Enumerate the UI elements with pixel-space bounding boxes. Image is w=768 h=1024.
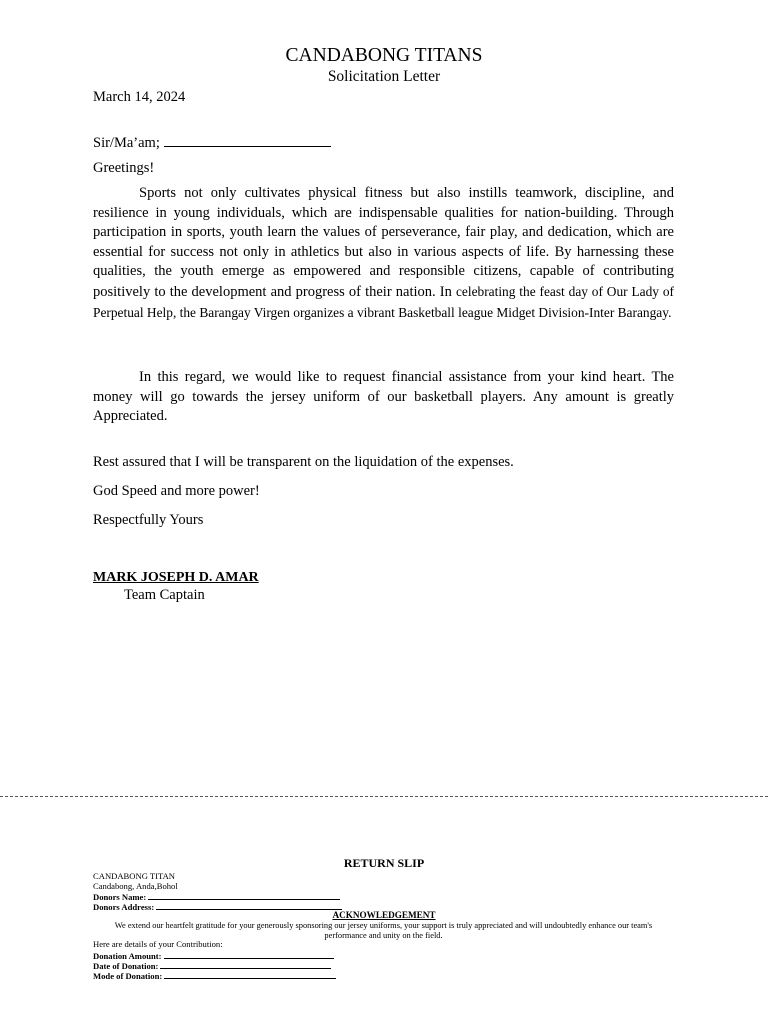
donor-name-blank	[148, 891, 340, 900]
body-paragraph-2	[93, 368, 674, 427]
body-paragraph-1	[93, 184, 674, 323]
donation-mode-label: Mode of Donation:	[93, 971, 163, 981]
closing-line-1: God Speed and more power!	[93, 483, 260, 499]
signatory-title: Team Captain	[124, 587, 205, 603]
return-slip-title: RETURN SLIP	[343, 856, 425, 870]
cut-line-divider	[0, 796, 768, 797]
letter-date: March 14, 2024	[93, 89, 186, 105]
organization-title: CANDABONG TITANS	[285, 45, 483, 66]
acknowledgement-text: We extend our heartfelt gratitude for your generously sponsoring our jersey uniforms, your support is truly appreciated and will undoubtedly enhance our team's performance and unity on the field.	[114, 921, 653, 940]
closing-line-2: Respectfully Yours	[93, 512, 204, 528]
donor-address-blank	[156, 901, 342, 910]
donation-mode-blank	[164, 970, 336, 979]
acknowledgement-title: ACKNOWLEDGEMENT	[332, 910, 436, 920]
slip-address: Candabong, Anda,Bohol	[93, 881, 178, 891]
donation-date-blank	[160, 960, 331, 969]
body-paragraph-3: Rest assured that I will be transparent on the liquidation of the expenses.	[93, 454, 514, 470]
signatory-name: MARK JOSEPH D. AMAR	[93, 570, 259, 585]
contribution-details-label: Here are details of your Contribution:	[93, 939, 223, 949]
greeting: Greetings!	[93, 160, 155, 176]
slip-organization: CANDABONG TITAN	[93, 871, 175, 881]
salutation	[93, 133, 331, 152]
donation-amount-label: Donation Amount:	[93, 951, 162, 961]
donation-date-label: Date of Donation:	[93, 961, 159, 971]
donation-mode-field	[93, 970, 336, 981]
paragraph-1-tail: celebrating the feast day of Our Lady of Perpetual Help, the Barangay Virgen organizes a vibrant Basketball league Midget Division-Inter Barangay.	[93, 283, 674, 320]
paragraph-2-text: In this regard, we would like to request financial assistance from your kind heart. The money will go towards the jersey uniform of our basketball players. Any amount is greatly Appreciated.	[93, 369, 674, 425]
salutation-text: Sir/Ma’am;	[93, 135, 160, 151]
donor-address-label: Donors Address:	[93, 902, 155, 912]
donation-amount-blank	[164, 950, 334, 959]
letter-subtitle: Solicitation Letter	[327, 68, 441, 85]
paragraph-1-main: Sports not only cultivates physical fitness but also instills teamwork, discipline, and resilience in young individuals, which are indispensable qualities for nation-building. Through participation in sports, youth learn the values of perseverance, fair play, and dedication, which are essential for success not only in athletics but also in various aspects of life. By harnessing these qualities, the youth emerge as empowered and responsible citizens, capable of contributing positively to the development and progress of their nation. In	[93, 185, 674, 300]
recipient-blank-line	[164, 133, 331, 147]
donor-name-label: Donors Name:	[93, 892, 147, 902]
